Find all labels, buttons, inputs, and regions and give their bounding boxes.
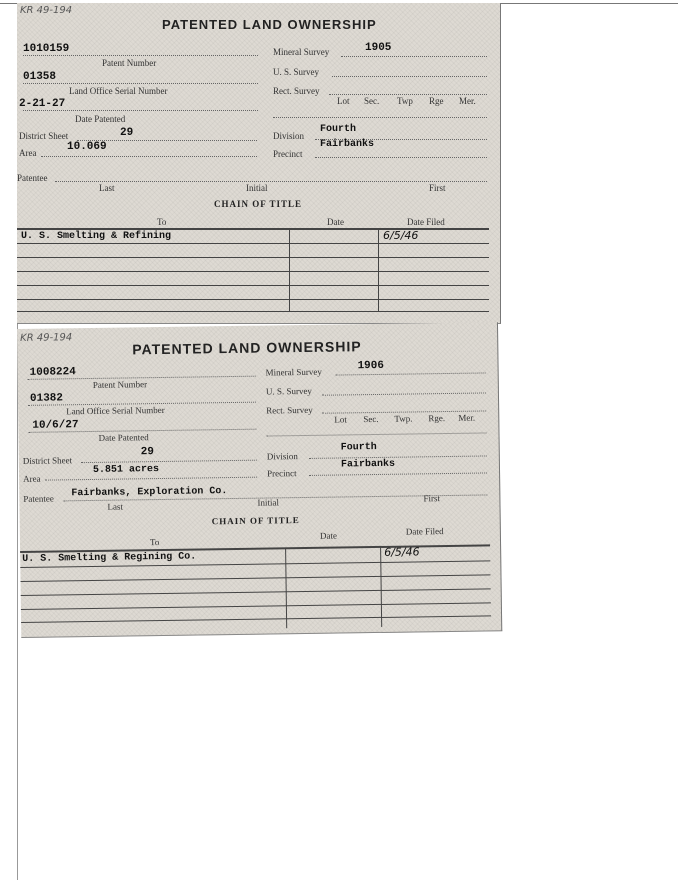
patentee-label: Patentee <box>23 493 54 504</box>
table-row-line <box>17 271 489 272</box>
table-col-divider <box>289 229 290 311</box>
table-col-divider <box>285 548 287 628</box>
us-survey-line <box>332 76 487 77</box>
chain-of-title-heading: CHAIN OF TITLE <box>211 515 300 527</box>
us-survey-label: U. S. Survey <box>265 385 312 397</box>
rect-survey-label: Rect. Survey <box>266 404 313 416</box>
table-col-divider <box>380 547 382 627</box>
table-row-filed: 6/5/46 <box>383 229 419 242</box>
col-date-header: Date <box>319 530 337 541</box>
table-row-line <box>21 588 491 596</box>
table-row-to: U. S. Smelting & Regining Co. <box>22 551 197 565</box>
patentee-line <box>55 181 487 182</box>
rect-col-lot: Lot <box>337 96 350 106</box>
date-patented-line <box>23 110 258 111</box>
rect-survey-line <box>329 94 487 95</box>
handwritten-ref: KR 49-194 <box>20 332 73 344</box>
card-title: PATENTED LAND OWNERSHIP <box>162 17 377 32</box>
table-row-line <box>17 311 489 312</box>
table-row-line <box>17 299 489 300</box>
ownership-card-1 <box>17 3 501 324</box>
patent-number-value: 1008224 <box>29 366 76 379</box>
precinct-line <box>315 157 487 158</box>
patent-number-label: Patent Number <box>102 58 157 68</box>
mineral-survey-line <box>336 372 486 375</box>
district-sheet-label: District Sheet <box>22 455 73 466</box>
patentee-label: Patentee <box>17 173 48 183</box>
patentee-last-label: Last <box>99 183 115 193</box>
division-value: Fourth <box>340 441 377 454</box>
date-patented-value: 10/6/27 <box>32 419 79 432</box>
patentee-last-label: Last <box>107 501 124 512</box>
table-header-rule <box>20 544 490 553</box>
division-label: Division <box>266 451 298 462</box>
rect-survey-label: Rect. Survey <box>273 86 320 96</box>
rect-col-mer: Mer. <box>458 412 476 423</box>
chain-of-title-heading: CHAIN OF TITLE <box>214 199 303 209</box>
ownership-card-2 <box>17 322 502 638</box>
table-row-line <box>17 285 489 286</box>
table-row-line <box>21 602 491 610</box>
district-sheet-label: District Sheet <box>19 131 69 141</box>
rect-survey-line-2 <box>267 432 487 436</box>
table-row-line <box>21 615 491 623</box>
division-line <box>309 455 487 458</box>
district-sheet-value: 29 <box>140 446 155 459</box>
rect-col-twp: Twp. <box>394 413 413 424</box>
serial-number-line <box>23 83 258 84</box>
date-patented-value: 2-21-27 <box>19 98 66 110</box>
division-label: Division <box>273 131 305 141</box>
patentee-first-label: First <box>423 493 440 504</box>
col-date-filed-header: Date Filed <box>405 526 444 537</box>
serial-number-label: Land Office Serial Number <box>66 404 165 417</box>
mineral-survey-label: Mineral Survey <box>273 47 330 57</box>
rect-col-mer: Mer. <box>459 96 476 106</box>
area-label: Area <box>23 473 41 484</box>
col-to-header: To <box>157 217 167 227</box>
area-line <box>41 156 257 157</box>
serial-number-label: Land Office Serial Number <box>69 86 168 96</box>
rect-survey-line-2 <box>273 117 487 118</box>
table-col-divider <box>378 229 379 311</box>
serial-number-value: 01382 <box>29 392 64 405</box>
patentee-first-label: First <box>429 183 446 193</box>
area-value: 10.069 <box>67 141 107 153</box>
date-patented-label: Date Patented <box>98 432 149 443</box>
patent-number-value: 1010159 <box>23 43 70 55</box>
table-row-to: U. S. Smelting & Refining <box>21 231 172 242</box>
rect-col-sec: Sec. <box>364 96 380 106</box>
rect-col-rge: Rge. <box>428 413 446 424</box>
area-line <box>45 477 257 481</box>
table-row-filed: 6/5/46 <box>384 545 420 559</box>
rect-col-sec: Sec. <box>363 413 379 425</box>
col-date-filed-header: Date Filed <box>407 217 445 227</box>
district-sheet-value: 29 <box>120 127 134 139</box>
patentee-initial-label: Initial <box>246 183 268 193</box>
us-survey-label: U. S. Survey <box>273 67 320 77</box>
rect-col-lot: Lot <box>334 414 347 425</box>
district-sheet-line <box>81 460 257 463</box>
col-to-header: To <box>149 537 160 548</box>
precinct-line <box>309 472 487 475</box>
mineral-survey-value: 1906 <box>357 359 385 373</box>
table-row-line <box>17 257 489 258</box>
mineral-survey-line <box>341 56 487 57</box>
us-survey-line <box>322 392 486 395</box>
col-date-header: Date <box>327 217 344 227</box>
precinct-label: Precinct <box>266 468 297 479</box>
rect-col-twp: Twp <box>397 96 413 106</box>
mineral-survey-value: 1905 <box>365 42 392 54</box>
precinct-value: Fairbanks <box>320 139 375 150</box>
patent-number-line <box>23 55 258 56</box>
area-value: 5.851 acres <box>92 464 160 476</box>
precinct-label: Precinct <box>273 149 303 159</box>
patentee-initial-label: Initial <box>257 497 280 508</box>
area-label: Area <box>19 148 37 158</box>
division-value: Fourth <box>320 124 357 135</box>
patent-number-label: Patent Number <box>92 379 148 390</box>
card-title: PATENTED LAND OWNERSHIP <box>132 338 362 358</box>
patentee-value: Fairbanks, Exploration Co. <box>71 486 228 500</box>
date-patented-label: Date Patented <box>75 114 126 124</box>
serial-number-value: 01358 <box>23 71 57 83</box>
precinct-value: Fairbanks <box>340 458 396 471</box>
rect-col-rge: Rge <box>429 96 444 106</box>
mineral-survey-label: Mineral Survey <box>265 366 322 378</box>
table-row-line <box>17 243 489 244</box>
table-row-line <box>21 574 491 582</box>
handwritten-ref: KR 49-194 <box>20 5 73 16</box>
